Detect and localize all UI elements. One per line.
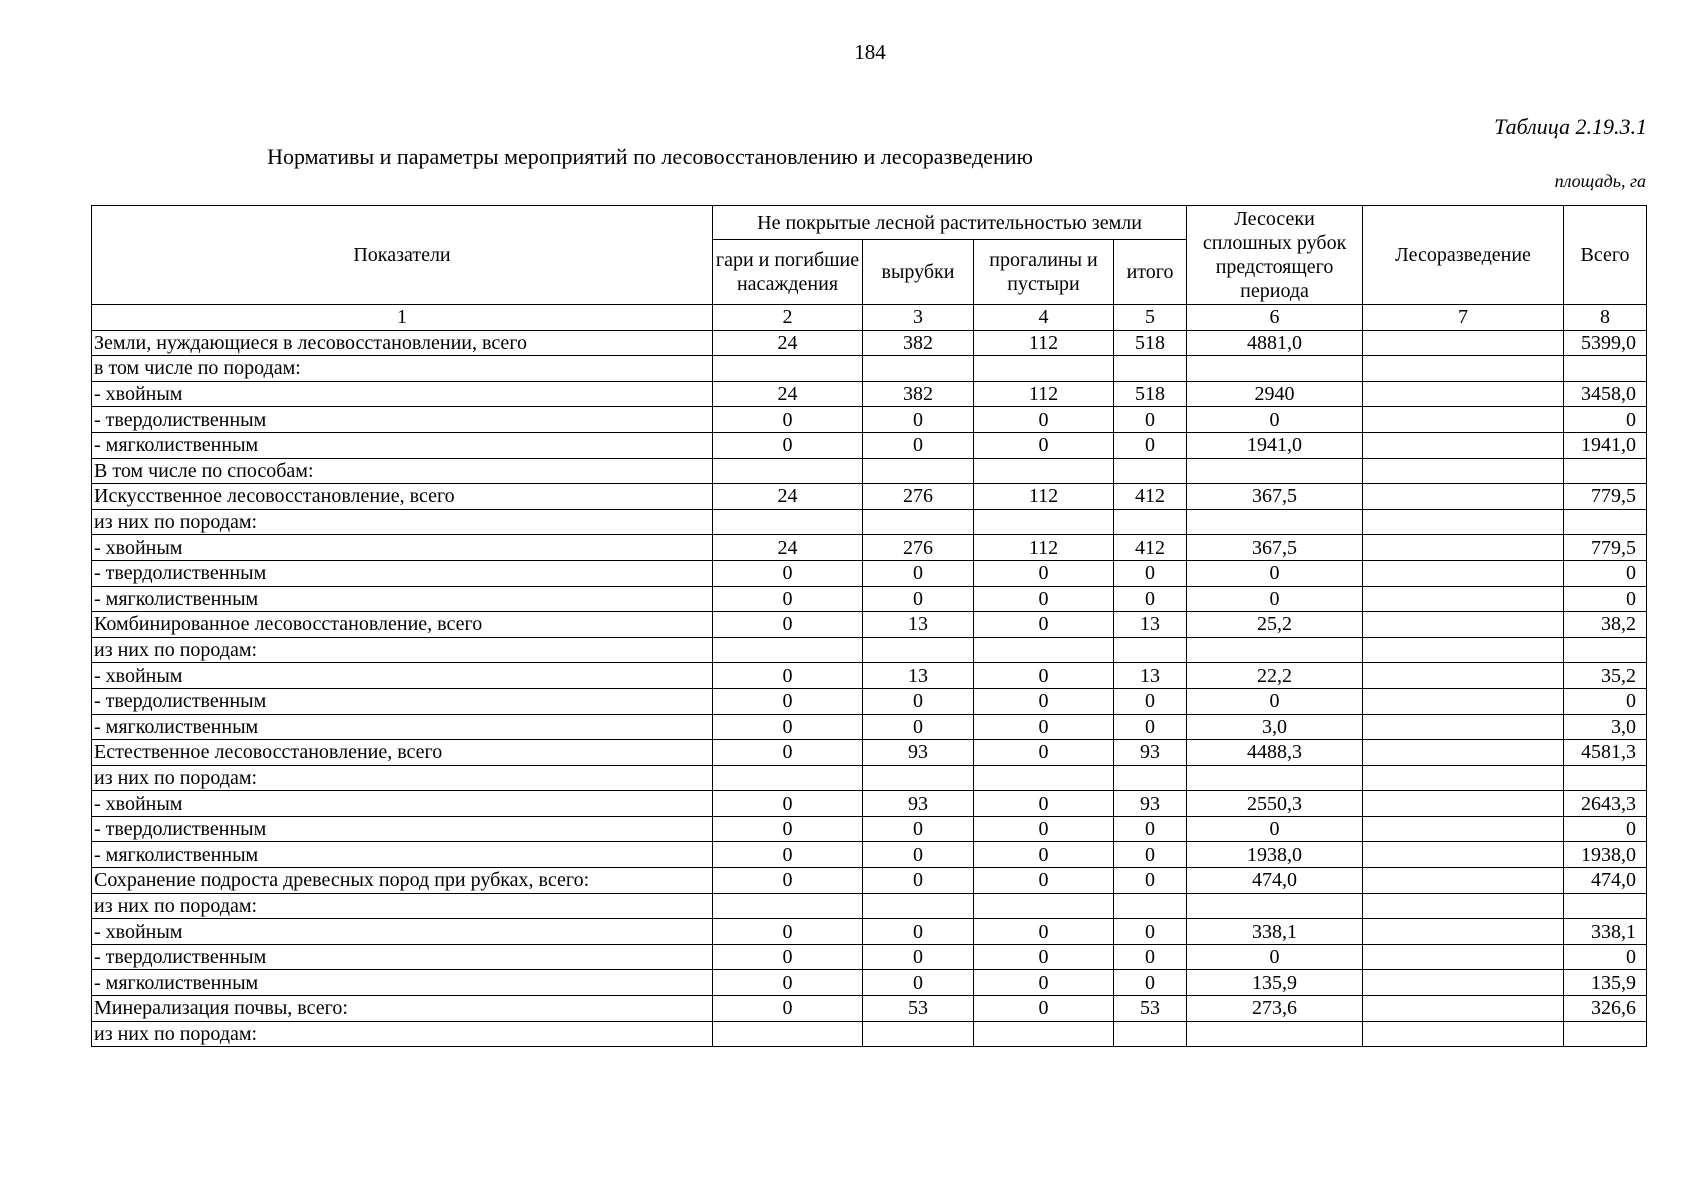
cell-col-6: 273,6 (1187, 996, 1363, 1022)
cell-col-5: 0 (1114, 432, 1187, 458)
cell-col-7 (1363, 688, 1564, 714)
cell-col-7 (1363, 996, 1564, 1022)
cell-col-3: 0 (863, 919, 974, 945)
cell-col-3: 0 (863, 586, 974, 612)
cell-col-8 (1564, 1021, 1647, 1047)
cell-col-5: 412 (1114, 535, 1187, 561)
cell-col-4: 0 (974, 688, 1114, 714)
cell-col-7 (1363, 740, 1564, 766)
row-label: в том числе по породам: (92, 356, 713, 382)
cell-col-3: 0 (863, 407, 974, 433)
cell-col-6 (1187, 1021, 1363, 1047)
cell-col-7 (1363, 714, 1564, 740)
table-row (92, 1021, 1647, 1047)
table-row (92, 842, 1647, 868)
cell-col-7 (1363, 535, 1564, 561)
cell-col-6: 0 (1187, 944, 1363, 970)
cell-col-5 (1114, 458, 1187, 484)
cell-col-5: 0 (1114, 970, 1187, 996)
cell-col-2: 0 (713, 970, 863, 996)
cell-col-8: 779,5 (1564, 535, 1647, 561)
table-row (92, 944, 1647, 970)
cell-col-8: 0 (1564, 944, 1647, 970)
cell-col-6 (1187, 356, 1363, 382)
table-row (92, 407, 1647, 433)
cell-col-3: 0 (863, 432, 974, 458)
cell-col-5 (1114, 509, 1187, 535)
table-row (92, 330, 1647, 356)
cell-col-2: 0 (713, 842, 863, 868)
cell-col-7 (1363, 919, 1564, 945)
row-label: из них по породам: (92, 509, 713, 535)
cell-col-4: 0 (974, 944, 1114, 970)
cell-col-7 (1363, 791, 1564, 817)
column-number: 2 (713, 305, 863, 331)
row-label: - хвойным (92, 381, 713, 407)
cell-col-3: 276 (863, 484, 974, 510)
cell-col-3: 0 (863, 944, 974, 970)
cell-col-2 (713, 356, 863, 382)
row-label: - твердолиственным (92, 944, 713, 970)
cell-col-4: 0 (974, 740, 1114, 766)
header-total: Всего (1564, 206, 1647, 305)
cell-col-8: 0 (1564, 688, 1647, 714)
cell-col-8 (1564, 458, 1647, 484)
cell-col-6 (1187, 458, 1363, 484)
cell-col-2 (713, 1021, 863, 1047)
cell-col-3: 0 (863, 970, 974, 996)
cell-col-4: 0 (974, 663, 1114, 689)
cell-col-3: 382 (863, 330, 974, 356)
cell-col-5: 518 (1114, 381, 1187, 407)
row-label: Сохранение подроста древесных пород при рубках, всего: (92, 868, 713, 894)
cell-col-7 (1363, 637, 1564, 663)
cell-col-8: 1938,0 (1564, 842, 1647, 868)
cell-col-8: 5399,0 (1564, 330, 1647, 356)
cell-col-5 (1114, 893, 1187, 919)
cell-col-2: 24 (713, 330, 863, 356)
cell-col-6: 1938,0 (1187, 842, 1363, 868)
cell-col-2: 0 (713, 816, 863, 842)
header-not-covered-group: Не покрытые лесной растительностью земли (713, 206, 1187, 240)
cell-col-8: 135,9 (1564, 970, 1647, 996)
table-row (92, 740, 1647, 766)
cell-col-4: 0 (974, 714, 1114, 740)
cell-col-4: 0 (974, 970, 1114, 996)
cell-col-4: 112 (974, 535, 1114, 561)
cell-col-8: 338,1 (1564, 919, 1647, 945)
cell-col-7 (1363, 381, 1564, 407)
cell-col-2: 0 (713, 663, 863, 689)
cell-col-8: 35,2 (1564, 663, 1647, 689)
table-title: Нормативы и параметры мероприятий по лесовосстановлению и лесоразведению (267, 144, 1033, 169)
row-label: - твердолиственным (92, 816, 713, 842)
cell-col-5: 93 (1114, 791, 1187, 817)
cell-col-8: 0 (1564, 407, 1647, 433)
cell-col-7 (1363, 893, 1564, 919)
table-row (92, 714, 1647, 740)
cell-col-2: 0 (713, 944, 863, 970)
table-row (92, 560, 1647, 586)
header-indicators: Показатели (92, 206, 713, 305)
cell-col-8: 2643,3 (1564, 791, 1647, 817)
cell-col-4: 0 (974, 432, 1114, 458)
table-row (92, 663, 1647, 689)
cell-col-3: 0 (863, 714, 974, 740)
cell-col-6: 2940 (1187, 381, 1363, 407)
row-label: - мягколиственным (92, 970, 713, 996)
table-row (92, 458, 1647, 484)
cell-col-4: 0 (974, 586, 1114, 612)
cell-col-8 (1564, 509, 1647, 535)
cell-col-7 (1363, 432, 1564, 458)
cell-col-3 (863, 893, 974, 919)
column-number: 7 (1363, 305, 1564, 331)
cell-col-4: 112 (974, 484, 1114, 510)
cell-col-7 (1363, 970, 1564, 996)
cell-col-8: 326,6 (1564, 996, 1647, 1022)
cell-col-7 (1363, 663, 1564, 689)
cell-col-5: 0 (1114, 560, 1187, 586)
table-row (92, 484, 1647, 510)
cell-col-2: 24 (713, 381, 863, 407)
cell-col-3: 0 (863, 688, 974, 714)
table-row (92, 432, 1647, 458)
cell-col-7 (1363, 407, 1564, 433)
table-row (92, 637, 1647, 663)
cell-col-6 (1187, 893, 1363, 919)
cell-col-6: 0 (1187, 688, 1363, 714)
row-label: В том числе по способам: (92, 458, 713, 484)
cell-col-4: 0 (974, 842, 1114, 868)
cell-col-2: 24 (713, 535, 863, 561)
cell-col-8 (1564, 637, 1647, 663)
cell-col-5: 13 (1114, 612, 1187, 638)
cell-col-6: 25,2 (1187, 612, 1363, 638)
column-number: 1 (92, 305, 713, 331)
table-row (92, 791, 1647, 817)
cell-col-4: 0 (974, 407, 1114, 433)
cell-col-3 (863, 458, 974, 484)
row-label: - хвойным (92, 919, 713, 945)
row-label: - мягколиственным (92, 842, 713, 868)
header-burned: гари и погибшие насаждения (713, 240, 863, 305)
cell-col-3: 0 (863, 816, 974, 842)
cell-col-3: 53 (863, 996, 974, 1022)
cell-col-4: 0 (974, 560, 1114, 586)
cell-col-3: 0 (863, 868, 974, 894)
cell-col-6: 22,2 (1187, 663, 1363, 689)
cell-col-4: 0 (974, 996, 1114, 1022)
cell-col-4: 112 (974, 381, 1114, 407)
cell-col-7 (1363, 484, 1564, 510)
table-row (92, 893, 1647, 919)
cell-col-2 (713, 765, 863, 791)
cell-col-4 (974, 356, 1114, 382)
cell-col-8: 0 (1564, 816, 1647, 842)
cell-col-4: 0 (974, 791, 1114, 817)
cell-col-5: 0 (1114, 586, 1187, 612)
cell-col-2 (713, 637, 863, 663)
cell-col-7 (1363, 560, 1564, 586)
cell-col-2: 24 (713, 484, 863, 510)
cell-col-8: 4581,3 (1564, 740, 1647, 766)
cell-col-8: 474,0 (1564, 868, 1647, 894)
cell-col-8 (1564, 893, 1647, 919)
cell-col-3: 93 (863, 791, 974, 817)
header-clear-cuts: Лесосеки сплошных рубок предстоящего периода (1187, 206, 1363, 305)
cell-col-7 (1363, 458, 1564, 484)
cell-col-4 (974, 765, 1114, 791)
cell-col-5: 0 (1114, 714, 1187, 740)
cell-col-3: 93 (863, 740, 974, 766)
cell-col-4 (974, 1021, 1114, 1047)
cell-col-2: 0 (713, 612, 863, 638)
cell-col-3: 0 (863, 560, 974, 586)
row-label: - хвойным (92, 791, 713, 817)
cell-col-5: 53 (1114, 996, 1187, 1022)
table-row (92, 996, 1647, 1022)
cell-col-7 (1363, 612, 1564, 638)
column-number: 6 (1187, 305, 1363, 331)
cell-col-5: 0 (1114, 868, 1187, 894)
cell-col-6: 474,0 (1187, 868, 1363, 894)
cell-col-4: 0 (974, 816, 1114, 842)
cell-col-7 (1363, 842, 1564, 868)
cell-col-4: 0 (974, 868, 1114, 894)
table-row (92, 970, 1647, 996)
cell-col-4: 112 (974, 330, 1114, 356)
row-label: - хвойным (92, 535, 713, 561)
table-row (92, 868, 1647, 894)
row-label: Минерализация почвы, всего: (92, 996, 713, 1022)
table-row (92, 816, 1647, 842)
column-number: 5 (1114, 305, 1187, 331)
table-row (92, 381, 1647, 407)
column-number: 4 (974, 305, 1114, 331)
cell-col-7 (1363, 1021, 1564, 1047)
cell-col-5: 0 (1114, 919, 1187, 945)
cell-col-2: 0 (713, 919, 863, 945)
cell-col-8: 0 (1564, 586, 1647, 612)
cell-col-8: 0 (1564, 560, 1647, 586)
cell-col-3: 13 (863, 663, 974, 689)
table-row (92, 535, 1647, 561)
cell-col-3: 382 (863, 381, 974, 407)
header-afforestation: Лесоразведение (1363, 206, 1564, 305)
row-label: - мягколиственным (92, 714, 713, 740)
row-label: из них по породам: (92, 1021, 713, 1047)
cell-col-5: 0 (1114, 688, 1187, 714)
cell-col-6 (1187, 637, 1363, 663)
cell-col-2: 0 (713, 586, 863, 612)
cell-col-6: 4488,3 (1187, 740, 1363, 766)
cell-col-6: 0 (1187, 407, 1363, 433)
cell-col-4 (974, 458, 1114, 484)
cell-col-5 (1114, 765, 1187, 791)
row-label: - твердолиственным (92, 407, 713, 433)
cell-col-2: 0 (713, 996, 863, 1022)
cell-col-4: 0 (974, 919, 1114, 945)
cell-col-7 (1363, 944, 1564, 970)
cell-col-2: 0 (713, 714, 863, 740)
cell-col-5 (1114, 637, 1187, 663)
cell-col-6 (1187, 509, 1363, 535)
cell-col-2 (713, 458, 863, 484)
column-number: 3 (863, 305, 974, 331)
cell-col-3: 0 (863, 842, 974, 868)
row-label: Комбинированное лесовосстановление, всего (92, 612, 713, 638)
cell-col-8: 1941,0 (1564, 432, 1647, 458)
cell-col-6: 1941,0 (1187, 432, 1363, 458)
cell-col-2: 0 (713, 868, 863, 894)
cell-col-6: 0 (1187, 586, 1363, 612)
row-label: - хвойным (92, 663, 713, 689)
cell-col-3 (863, 509, 974, 535)
header-row-1 (92, 206, 1647, 240)
cell-col-6: 3,0 (1187, 714, 1363, 740)
cell-col-6: 135,9 (1187, 970, 1363, 996)
table-row (92, 509, 1647, 535)
row-label: из них по породам: (92, 765, 713, 791)
row-label: из них по породам: (92, 893, 713, 919)
cell-col-7 (1363, 816, 1564, 842)
table-row (92, 765, 1647, 791)
cell-col-5: 0 (1114, 944, 1187, 970)
cell-col-7 (1363, 509, 1564, 535)
table-row (92, 586, 1647, 612)
cell-col-3 (863, 1021, 974, 1047)
cell-col-3 (863, 637, 974, 663)
cell-col-4 (974, 637, 1114, 663)
row-label: - твердолиственным (92, 688, 713, 714)
header-glades: прогалины и пустыри (974, 240, 1114, 305)
cell-col-7 (1363, 356, 1564, 382)
cell-col-6 (1187, 765, 1363, 791)
cell-col-2: 0 (713, 560, 863, 586)
cell-col-6: 0 (1187, 560, 1363, 586)
cell-col-3: 13 (863, 612, 974, 638)
cell-col-8: 779,5 (1564, 484, 1647, 510)
header-subtotal: итого (1114, 240, 1187, 305)
reforestation-table (91, 205, 1647, 1047)
table-row (92, 356, 1647, 382)
cell-col-2 (713, 893, 863, 919)
cell-col-8 (1564, 356, 1647, 382)
cell-col-5: 93 (1114, 740, 1187, 766)
row-label: - мягколиственным (92, 432, 713, 458)
cell-col-3 (863, 765, 974, 791)
cell-col-5: 412 (1114, 484, 1187, 510)
cell-col-6: 0 (1187, 816, 1363, 842)
table-row (92, 919, 1647, 945)
cell-col-7 (1363, 586, 1564, 612)
column-number: 8 (1564, 305, 1647, 331)
unit-label: площадь, га (1554, 171, 1646, 191)
cell-col-2: 0 (713, 688, 863, 714)
cell-col-6: 2550,3 (1187, 791, 1363, 817)
table-label: Таблица 2.19.3.1 (1494, 114, 1647, 139)
cell-col-5: 518 (1114, 330, 1187, 356)
page-number: 184 (854, 40, 886, 64)
cell-col-5: 13 (1114, 663, 1187, 689)
cell-col-8: 3,0 (1564, 714, 1647, 740)
cell-col-5: 0 (1114, 407, 1187, 433)
cell-col-6: 338,1 (1187, 919, 1363, 945)
cell-col-4 (974, 893, 1114, 919)
cell-col-7 (1363, 330, 1564, 356)
row-label: - мягколиственным (92, 586, 713, 612)
cell-col-5: 0 (1114, 816, 1187, 842)
cell-col-2: 0 (713, 791, 863, 817)
cell-col-3: 276 (863, 535, 974, 561)
header-cuttings: вырубки (863, 240, 974, 305)
cell-col-7 (1363, 868, 1564, 894)
table-row (92, 612, 1647, 638)
cell-col-5 (1114, 1021, 1187, 1047)
cell-col-2: 0 (713, 407, 863, 433)
row-label: Естественное лесовосстановление, всего (92, 740, 713, 766)
cell-col-8: 38,2 (1564, 612, 1647, 638)
cell-col-5: 0 (1114, 842, 1187, 868)
table-row (92, 688, 1647, 714)
cell-col-2: 0 (713, 432, 863, 458)
cell-col-6: 4881,0 (1187, 330, 1363, 356)
cell-col-3 (863, 356, 974, 382)
cell-col-2 (713, 509, 863, 535)
row-label: Искусственное лесовосстановление, всего (92, 484, 713, 510)
row-label: из них по породам: (92, 637, 713, 663)
cell-col-7 (1363, 765, 1564, 791)
cell-col-6: 367,5 (1187, 535, 1363, 561)
cell-col-8 (1564, 765, 1647, 791)
cell-col-8: 3458,0 (1564, 381, 1647, 407)
cell-col-4 (974, 509, 1114, 535)
cell-col-4: 0 (974, 612, 1114, 638)
cell-col-5 (1114, 356, 1187, 382)
row-label: - твердолиственным (92, 560, 713, 586)
row-label: Земли, нуждающиеся в лесовосстановлении, всего (92, 330, 713, 356)
cell-col-6: 367,5 (1187, 484, 1363, 510)
column-numbers-row (92, 305, 1647, 331)
cell-col-2: 0 (713, 740, 863, 766)
